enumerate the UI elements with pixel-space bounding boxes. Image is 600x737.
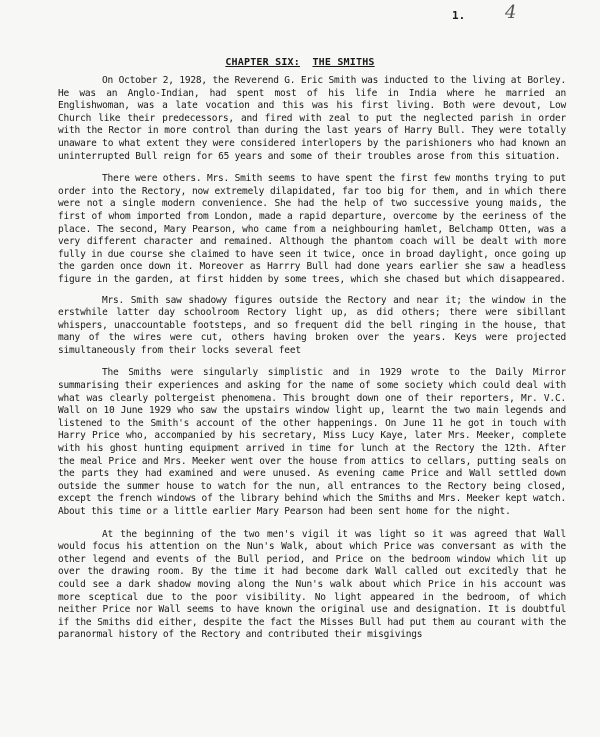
paragraph: At the beginning of the two men's vigil it was light so it was agreed that Wall would focus his attention on the Nun's Walk, about which Price was conversant as with the other legend and events of the Bull period, and Price on the bedroom window which lit up over the drawing room. By the time it had become dark Wall called out excitedly that he could see a dark shadow moving along the Nun's walk about which Price in his account was more sceptical due to the poor visibility. No light appeared in the bedroom, of which neither Price nor Wall seems to have known the original use and designation. It is doubtful if the Smiths did either, despite the fact the Misses Bull had put them au courant with the paranormal history of the Rectory and contributed their misgivings [58, 528, 566, 641]
paragraph: Mrs. Smith saw shadowy figures outside the Rectory and near it; the window in the erstwhile latter day schoolroom Rectory light up, as did others; there were sibillant whispers, unaccountable footsteps, and so frequent did the bell ringing in the house, that many of the wires were cut, others having broken over the years. Keys were projected simultaneously from their locks several feet [58, 294, 566, 356]
paragraph: There were others. Mrs. Smith seems to have spent the first few months trying to put order into the Rectory, now extremely dilapidated, far too big for them, and in which there were not a single modern convenience. She had the help of two successive young maids, the first of whom imported from London, made a rapid departure, overcome by the eeriness of the place. The second, Mary Pearson, who came from a neighbouring hamlet, Belchamp Otten, was a very different character and remained. Although the phantom coach will be dealt with more fully in due course she claimed to have seen it twice, once in broad daylight, once going up the garden once down it. Moreover as Harrry Bull had done years earlier she saw a headless figure in the garden, at first hidden by some trees, which she chased but which disappeared. [58, 173, 566, 285]
page-number: 1. [452, 9, 466, 22]
paragraph: The Smiths were singularly simplistic and in 1929 wrote to the Daily Mirror summarising their experiences and asking for the name of some society which could deal with what was clearly poltergeist phenomena. This brought down one of their reporters, Mr. V.C. Wall on 10 June 1929 who saw the upstairs window light up, learnt the two main legends and listened to the Smith's account of the other happenings. On June 11 he got in touch with Harry Price who, accompanied by his secretary, Miss Lucy Kaye, later Mrs. Meeker, complete with his ghost hunting equipment arrived in time for lunch at the Rectory the 12th. After the meal Price and Mrs. Meeker went over the house from attics to cellars, putting seals on the parts they had examined and were unused. As evening came Price and Wall settled down outside the summer house to watch for the nun, all entrances to the Rectory being closed, except the french windows of the library behind which the Smiths and Mrs. Meeker kept watch. About this time or a little earlier Mary Pearson had been sent home for the night. [58, 367, 566, 517]
document-body [58, 75, 566, 652]
paragraph: On October 2, 1928, the Reverend G. Eric Smith was inducted to the living at Borley. He was an Anglo-Indian, had spent most of his life in India where he married an Englishwoman, was a late vocation and this was his first living. Both were devout, Low Church like their predecessors, and fired with zeal to put the neglected parish in order with the Rector in more control than during the last years of Harry Bull. They were totally unaware to what extent they were considered interlopers by the parishioners who had known an uninterrupted Bull reign for 65 years and some of their troubles arose from this situation. [58, 75, 566, 162]
chapter-title: THE SMITHS [312, 57, 375, 68]
chapter-number: CHAPTER SIX: [225, 57, 300, 68]
chapter-heading [0, 57, 600, 68]
handwritten-page-mark: 4 [505, 2, 517, 23]
